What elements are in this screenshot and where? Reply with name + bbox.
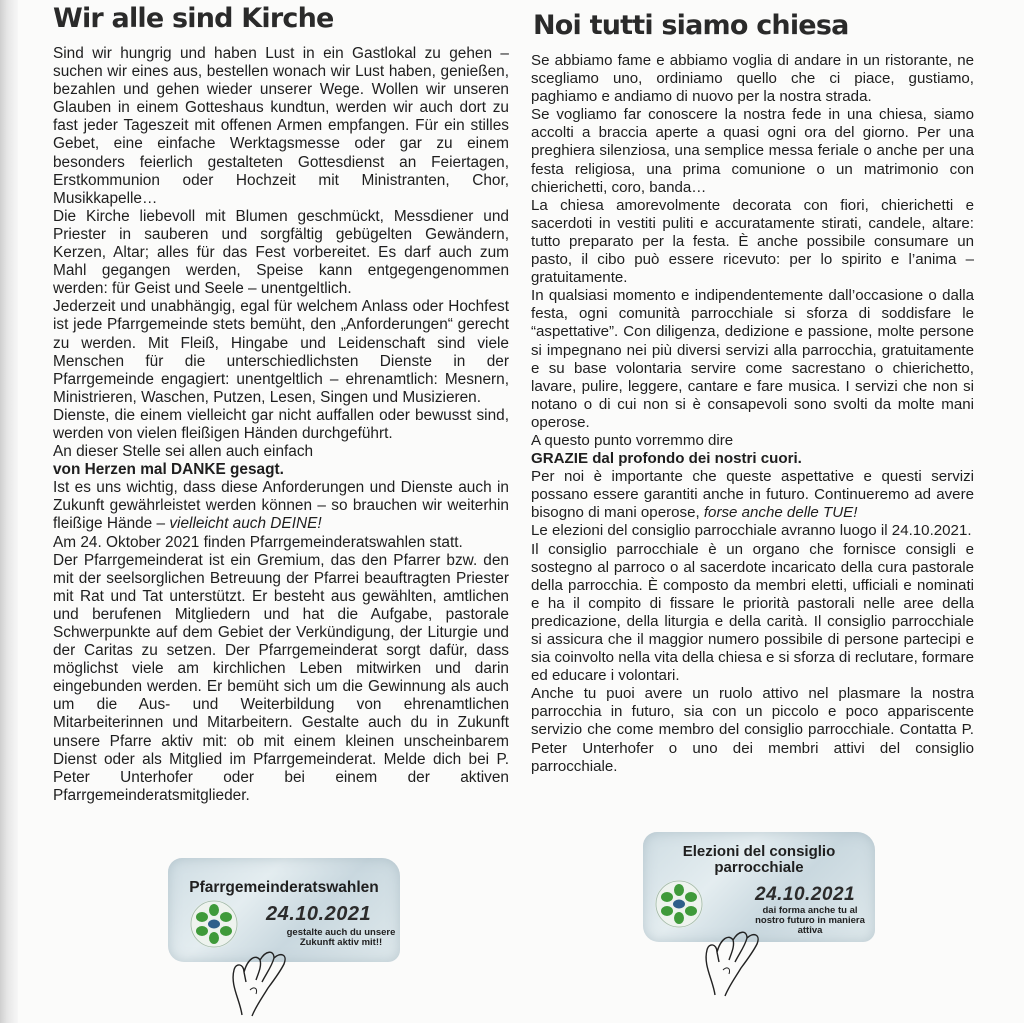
- italian-paragraph: Le elezioni del consiglio parrocchiale avranno luogo il 24.10.2021.: [531, 522, 972, 540]
- italian-thanks: GRAZIE dal profondo dei nostri cuori.: [531, 450, 802, 468]
- german-paragraph: Die Kirche liebevoll mit Blumen geschmückt, Messdiener und Priester in sauberen und sorgfältig gebügelten Gewändern, Kerzen, Altar; alles für das Fest vorbereitet. Es darf auch zum Mahl gegangen werden, Speise kann entgegengenommen werden: für Geist und Seele – unentgeltlich.: [53, 207, 509, 298]
- german-paragraph: An dieser Stelle sei allen auch einfach: [53, 443, 314, 461]
- banner-subtitle: gestalte auch du unsere Zukunft aktiv mit!!: [286, 927, 396, 948]
- german-paragraph-future: [53, 479, 509, 533]
- italian-future-italic: forse anche delle TUE!: [703, 504, 858, 522]
- italian-paragraph: In qualsiasi momento e indipendentemente dall’occasione o dalla festa, ogni comunità parrocchiale si sforza di soddisfare le “aspettative”. Con diligenza, dedizione e passione, molte persone si impegnano nei più diversi servizi alla parrocchia, gratuitamente e su base volontaria servire come sacrestano o chierichetto, lavare, pulire, leggere, cantare e fare musica. I servizi che non si notano o di cui non si è consapevoli sono svolti da molte mani operose.: [531, 287, 974, 431]
- banner-title: Pfarrgemeinderatswahlen: [189, 879, 379, 896]
- italian-future-text: Per noi è importante che queste aspettative e questi servizi possano essere garantiti anche in futuro. Continueremo ad avere bisogno di mani operose,: [531, 468, 974, 522]
- german-paragraph: Am 24. Oktober 2021 finden Pfarrgemeinderatswahlen statt.: [53, 533, 463, 551]
- german-paragraph: Sind wir hungrig und haben Lust in ein Gastlokal zu gehen – suchen wir eines aus, bestellen wonach wir Lust haben, genießen, bezahlen und gehen wieder unserer Wege. Wollen wir unseren Glauben in einem Gotteshaus kundtun, werden wir auch dort zu fast jeder Tageszeit mit offenen Armen empfangen. Für ein stilles Gebet, eine einfache Werktagsmesse oder gar zu einem besonders feierlich gestalteten Gottesdienst an Feiertagen, Erstkommunion oder Hochzeit mit Ministranten, Chor, Musikkapelle…: [53, 45, 509, 207]
- hand-icon: [695, 920, 775, 1000]
- italian-paragraph: Se abbiamo fame e abbiamo voglia di andare in un ristorante, ne scegliamo uno, ordiniamo quello che ci piace, gustiamo, paghiamo e andiamo di nuovo per la nostra strada.: [531, 52, 974, 106]
- german-thanks: von Herzen mal DANKE gesagt.: [53, 461, 284, 479]
- german-body: [53, 45, 509, 805]
- german-paragraph: Jederzeit und unabhängig, egal für welchem Anlass oder Hochfest ist jede Pfarrgemeinde stets bemüht, den „Anforderungen“ gerecht zu werden. Mit Fleiß, Hingabe und Leidenschaft sind viele Menschen für die unterschiedlichsten Dienste in der Pfarrgemeinde engagiert: unentgeltlich – ehrenamtlich: Mesnern, Ministrieren, Waschen, Putzen, Lesen, Singen und Musizieren.: [53, 298, 509, 406]
- german-future-italic: vielleicht auch DEINE!: [169, 515, 322, 533]
- italian-paragraph: A questo punto vorremmo dire: [531, 431, 734, 449]
- italian-title: Noi tutti siamo chiesa: [533, 10, 849, 41]
- german-paragraph: Der Pfarrgemeinderat ist ein Gremium, das den Pfarrer bzw. den mit der seelsorglichen Betreuung der Pfarrei beauftragten Priester mit Rat und Tat unterstützt. Er besteht aus gewählten, amtlichen und berufenen Mitgliedern und hat die Aufgabe, pastorale Schwerpunkte auf dem Gebiet der Verkündigung, der Liturgie und der Caritas zu setzen. Der Pfarrgemeinderat sorgt dafür, dass möglichst viele am kirchlichen Leben mitwirken und darin eingebunden werden. Er bemüht sich um die Gewinnung als auch um die Aus- und Weiterbildung von ehrenamtlichen Mitarbeiterinnen und Mitarbeitern. Gestalte auch du in Zukunft unsere Pfarre aktiv mit: ob mit einem kleinen unscheinbarem Dienst oder als Mitglied im Pfarrgemeinderat. Melde dich bei P. Peter Unterhofer oder bei einem der aktiven Pfarrgemeinderatsmitglieder.: [53, 551, 509, 804]
- italian-paragraph: La chiesa amorevolmente decorata con fiori, chierichetti e sacerdoti in vestiti puliti e accuratamente stirati, candele, altare: tutto preparato per la festa. È anche possibile consumare un pasto, il cibo può essere ricevuto: per lo spirito e l’anima – gratuitamente.: [531, 196, 974, 287]
- page-binding-shadow: [0, 0, 18, 1023]
- italian-paragraph-future: [531, 468, 974, 522]
- banner-date: 24.10.2021: [266, 903, 372, 925]
- italian-body: [531, 52, 974, 776]
- banner-subtitle: dai forma anche tu al nostro futuro in maniera attiva: [755, 905, 865, 936]
- hand-icon: [222, 940, 302, 1020]
- german-title: Wir alle sind Kirche: [53, 3, 334, 34]
- italian-paragraph: Il consiglio parrocchiale è un organo che fornisce consigli e sostegno al parroco o al sacerdote incaricato della cura pastorale della parrocchia. È composto da membri eletti, ufficiali e nominati e ha il compito di fissare le priorità pastorali nelle aree della predicazione, della liturgia e della carità. Il consiglio parrocchiale si assicura che il maggior numero possibile di persone partecipi e sia coinvolto nella vita della chiesa e si sforza di reclutare, formare ed educare i volontari.: [531, 540, 974, 685]
- italian-paragraph: Anche tu puoi avere un ruolo attivo nel plasmare la nostra parrocchia in futuro, sia con un piccolo e poco appariscente servizio che come membro del consiglio parrocchiale. Contatta P. Peter Unterhofer o uno dei membri attivi del consiglio parrocchiale.: [531, 685, 974, 775]
- german-future-text: Ist es uns wichtig, dass diese Anforderungen und Dienste auch in Zukunft gewährleistet werden können – so brauchen wir weiterhin fleißige Hände –: [53, 479, 509, 533]
- german-paragraph: Dienste, die einem vielleicht gar nicht auffallen oder bewusst sind, werden von vielen fleißigen Händen durchgeführt.: [53, 406, 509, 442]
- banner-date: 24.10.2021: [755, 884, 856, 905]
- italian-paragraph: Se vogliamo far conoscere la nostra fede in una chiesa, siamo accolti a braccia aperte a quasi ogni ora del giorno. Per una preghiera silenziosa, una semplice messa feriale o anche per una festa religiosa, una prima comunione o un matrimonio con chierichetti, coro, banda…: [531, 106, 974, 196]
- banner-title: Elezioni del consiglio parrocchiale: [682, 843, 836, 876]
